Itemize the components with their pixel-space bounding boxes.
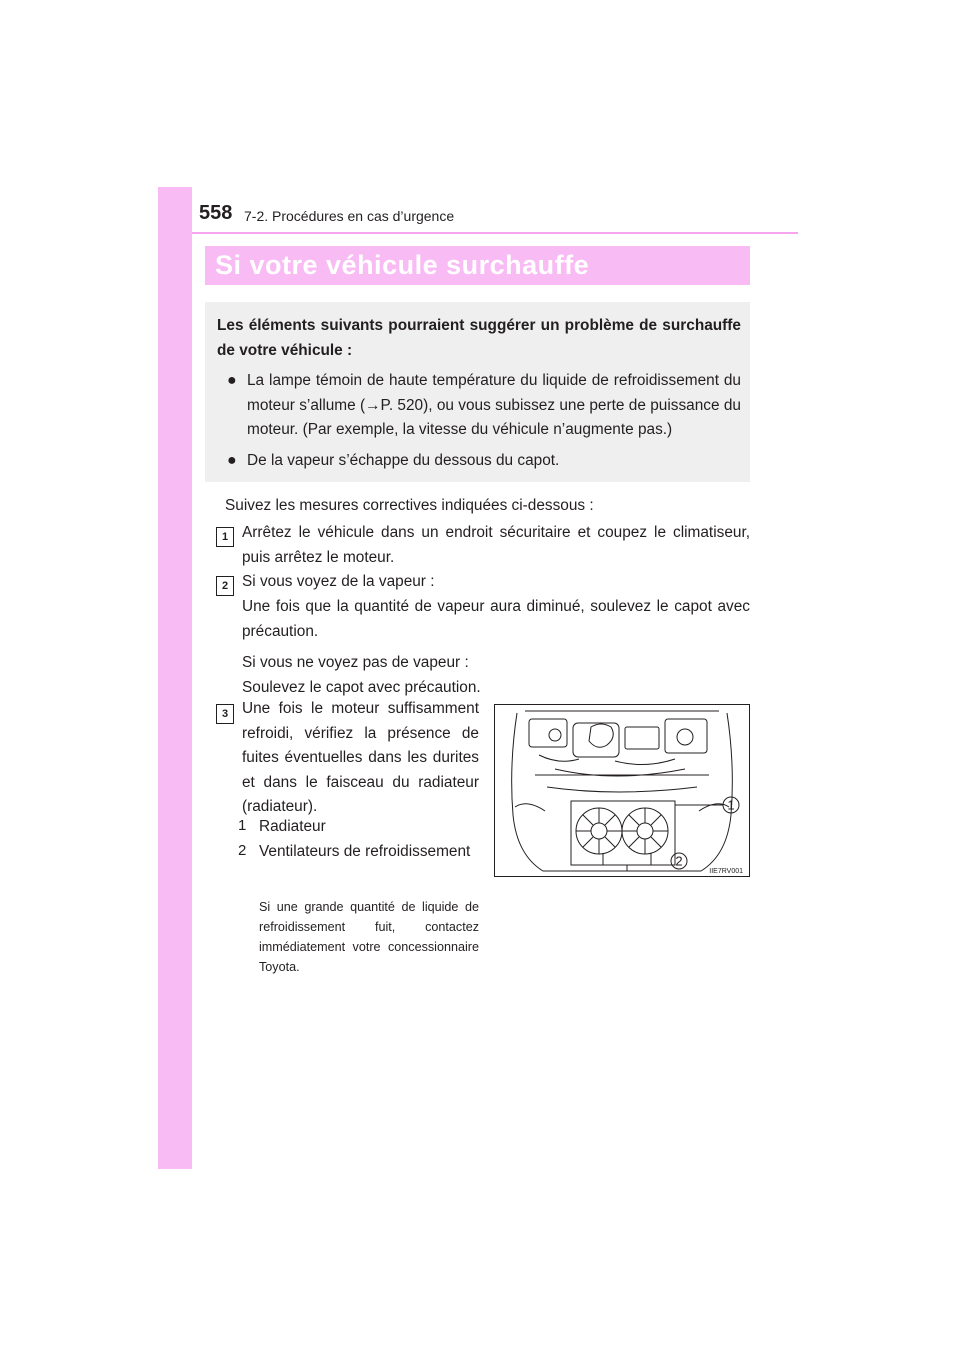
step-number-3: 3 (216, 704, 234, 724)
step-2-no-steam: Si vous ne voyez pas de vapeur : (242, 654, 469, 671)
bullet-text: La lampe témoin de haute température du liquide de refroidissement du moteur s’allume (→P. 520), ou vous subissez une perte de puissance du moteur. (Par exemple, la vitesse du véhicule n’augmente pas.) (247, 372, 741, 438)
step-3-text: Une fois le moteur suffisamment refroidi, vérifiez la présence de fuites éventuelles dans les durites et dans le faisceau du radiateur (radiateur). (242, 700, 479, 815)
bullet-icon: ● (227, 372, 237, 389)
section-label: 7-2. Procédures en cas d’urgence (244, 208, 455, 224)
page-number: 558 (199, 202, 233, 224)
legend-label: Radiateur (259, 818, 326, 835)
intro-heading: Les éléments suivants pourraient suggérer un problème de surchauffe de votre véhicule : (217, 317, 741, 359)
bullet-text: De la vapeur s’échappe du dessous du capot. (247, 451, 560, 469)
figure-code: IIE7RV001 (709, 868, 743, 875)
legend-number: 2 (238, 842, 247, 859)
step-2-no-steam-action: Soulevez le capot avec précaution. (242, 679, 481, 696)
header-rule (192, 232, 798, 234)
legend-label: Ventilateurs de refroidissement (259, 843, 471, 860)
note-text: Si une grande quantité de liquide de refroidissement fuit, contactez immédiatement votre concessionnaire Toyota. (259, 900, 479, 974)
figure-callout-2: 2 (675, 853, 683, 869)
bullet-icon: ● (227, 451, 237, 469)
step-number-1: 1 (216, 527, 234, 547)
lead-text: Suivez les mesures correctives indiquées ci-dessous : (225, 497, 594, 514)
side-tab (158, 187, 192, 1169)
step-2-steam: Si vous voyez de la vapeur : (242, 573, 435, 590)
step-2-steam-action: Une fois que la quantité de vapeur aura diminué, soulevez le capot avec précaution. (242, 598, 750, 640)
intro-bullet (217, 369, 741, 443)
engine-figure (494, 704, 750, 877)
step-1-text: Arrêtez le véhicule dans un endroit sécuritaire et coupez le climatiseur, puis arrêtez le moteur. (242, 524, 750, 566)
step-number-2: 2 (216, 576, 234, 596)
legend-number: 1 (238, 817, 247, 834)
page-title: Si votre véhicule surchauffe (205, 246, 750, 285)
figure-callout-1: 1 (727, 797, 735, 813)
engine-illustration (495, 705, 749, 876)
intro-box (205, 302, 750, 482)
intro-bullet (217, 449, 741, 474)
